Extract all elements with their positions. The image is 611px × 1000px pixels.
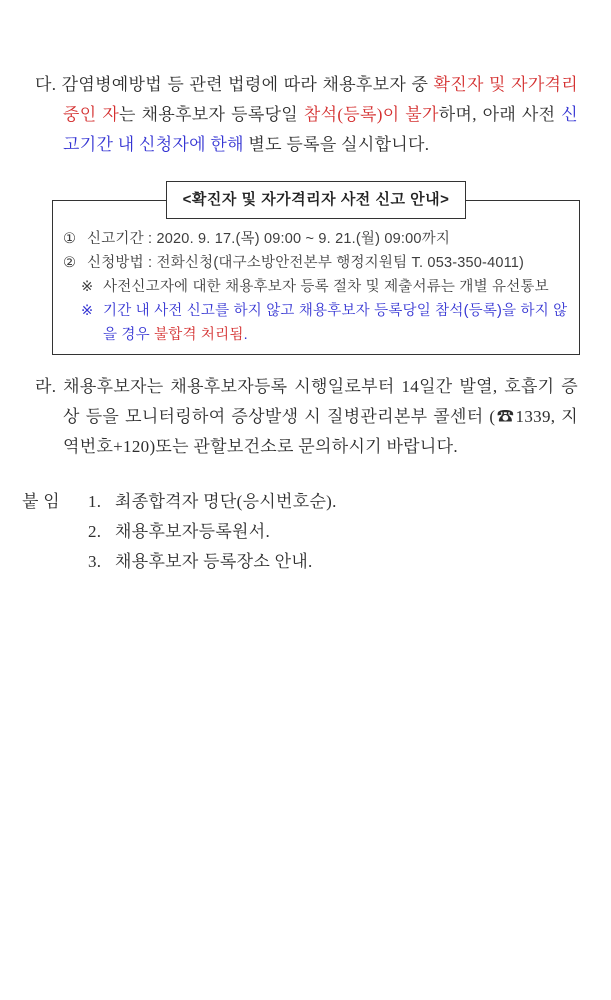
paragraph-da-text bbox=[62, 75, 578, 154]
text-segment: 감염병예방법 등 관련 법령에 따라 채용후보자 중 bbox=[61, 75, 434, 94]
attachment-item-text: 최종합격자 명단(응시번호순). bbox=[115, 492, 337, 511]
notice-line-report-period bbox=[63, 227, 569, 251]
text-segment-highlight-red: 확진자 및 자가격리 중인 자 bbox=[63, 75, 578, 124]
attachment-item bbox=[88, 517, 337, 547]
text-segment: 별도 등록을 실시합니다. bbox=[243, 135, 430, 154]
notice-title-row bbox=[52, 181, 580, 219]
circled-number-2-marker: ② bbox=[63, 255, 77, 271]
phone-icon: ☎ bbox=[495, 407, 516, 426]
text-segment-highlight-red: 불합격 처리됨 bbox=[154, 327, 244, 343]
notice-section bbox=[52, 181, 580, 355]
attachments-section bbox=[22, 487, 578, 577]
text-segment: 채용후보자는 채용후보자등록 시행일로부터 14일간 발열, 호흡기 증상 등을 모니터링하여 증상발생 시 질병관리본부 콜센터 ( bbox=[63, 377, 578, 426]
attachment-item-number: 2. bbox=[88, 522, 102, 541]
notice-note-1 bbox=[63, 275, 569, 299]
notice-note-text bbox=[103, 299, 569, 347]
reference-mark-icon: ※ bbox=[81, 303, 94, 319]
attachment-item-text: 채용후보자 등록장소 안내. bbox=[115, 552, 313, 571]
circled-number-1-marker: ① bbox=[63, 231, 77, 247]
text-segment: 하며, 아래 사전 bbox=[438, 105, 562, 124]
notice-line-text: 신청방법 : 전화신청(대구소방안전본부 행정지원팀 T. 053-350-4011) bbox=[87, 255, 525, 271]
notice-note-text: 사전신고자에 대한 채용후보자 등록 절차 및 제출서류는 개별 유선통보 bbox=[103, 279, 549, 295]
paragraph-ra bbox=[35, 372, 578, 462]
attachment-item-number: 3. bbox=[88, 552, 102, 571]
attachment-item bbox=[88, 547, 337, 577]
text-segment-highlight-blue: 기간 내 사전 신고를 하지 않고 채용후보자 등록당일 참석(등록)을 하지 않을 경우 bbox=[103, 303, 568, 343]
attachment-item-text: 채용후보자등록원서. bbox=[115, 522, 271, 541]
text-segment-highlight-blue: 신고기간 내 신청자에 한해 bbox=[63, 105, 578, 154]
attachment-item bbox=[88, 487, 337, 517]
paragraph-ra-marker: 라. bbox=[35, 377, 57, 396]
notice-line-apply-method bbox=[63, 251, 569, 275]
attachments-list bbox=[88, 487, 337, 577]
notice-note-2 bbox=[63, 299, 569, 347]
reference-mark-icon: ※ bbox=[81, 279, 94, 295]
text-segment-highlight-red: 참석(등록)이 불가 bbox=[303, 105, 439, 124]
notice-line-text: 신고기간 : 2020. 9. 17.(목) 09:00 ~ 9. 21.(월) 09:00까지 bbox=[87, 231, 451, 247]
paragraph-da-marker: 다. bbox=[35, 75, 57, 94]
attachment-item-number: 1. bbox=[88, 492, 102, 511]
paragraph-da bbox=[35, 70, 578, 160]
notice-box-title: <확진자 및 자가격리자 사전 신고 안내> bbox=[166, 181, 467, 219]
text-segment: 1339, 지역번호+120)또는 관할보건소로 문의하시기 바랍니다. bbox=[63, 407, 578, 456]
text-segment-highlight-blue: . bbox=[243, 327, 248, 343]
text-segment: 는 채용후보자 등록당일 bbox=[119, 105, 304, 124]
notice-box bbox=[52, 200, 580, 355]
attachments-label: 붙 임 bbox=[22, 492, 60, 511]
paragraph-ra-text bbox=[63, 377, 578, 456]
